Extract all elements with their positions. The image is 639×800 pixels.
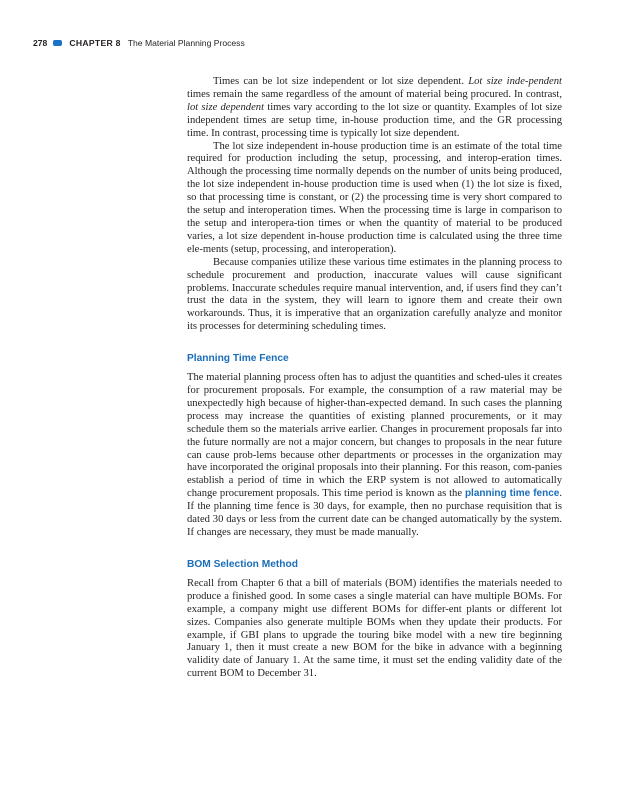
page-body [187, 76, 562, 681]
chapter-label: CHAPTER 8 [69, 38, 121, 48]
text-run: times vary according to the lot size or quantity. Examples of lot size independent times are setup time, in-house production time, and the GR processing time. In contrast, processing time is typically lot size dependent. [187, 101, 563, 139]
page-number: 278 [33, 38, 48, 48]
text-run: times remain the same regardless of the amount of material being procured. In contrast, [187, 88, 562, 100]
section-heading-bom-selection-method: BOM Selection Method [187, 558, 298, 570]
section-heading-planning-time-fence: Planning Time Fence [187, 353, 289, 365]
paragraph-scheduling-accuracy: Because companies utilize these various time estimates in the planning process to schedule procurement and production, inaccurate values will cause significant problems. Inaccurate schedules require manual intervention, and, if users find they can’t trust the data in the system, they will learn to ignore them and create their own workarounds. Thus, it is imperative that an organization carefully analyze and monitor its processes for determining scheduling times. [187, 256, 562, 333]
paragraph-in-house-production-time: The lot size independent in-house production time is an estimate of the total time required for production including the setup, processing, and interop-eration times. Although the processing time normally depends on the number of units being produced, the lot size independent in-house production time is used when (1) the lot size is fixed, so that processing time is constant, or (2) the processing time is very short compared to the setup and interoperation times. When the processing time is large in comparison to the setup and interopera-tion times or when the quantity of material to be produced varies, a lot size dependent in-house production time is calculated using the three time ele-ments (setup, processing, and interoperation). [187, 140, 562, 255]
text-run: The material planning process often has to adjust the quantities and sched-ules it creates for procurement proposals. For example, the consumption of a raw material may be unexpectedly high because of higher-than-expected demand. In such cases the planning process may increase the quantities of existing planned procurements, or it may schedule them so the materials arrive earlier. Changes in procurement proposals far into the future normally are not a major concern, but changes to proposals in the near future can cause prob-lems because other departments or processes in the organization may have incorporated the original proposals into their planning. For this reason, com-panies establish a period of time in which the ERP system is not allowed to automatically change procurement proposals. This time period is known as the [187, 372, 562, 500]
header-bullet-icon [53, 40, 62, 46]
text-run: . If the planning time fence is 30 days, for example, then no purchase requisition that is dated 30 days or less from the current date can be changed automatically by the system. If changes are necessary, they must be made manually. [187, 488, 562, 538]
text-run: Times can be lot size independent or lot size dependent. [213, 76, 469, 87]
key-term-planning-time-fence: planning time fence [464, 488, 560, 500]
emphasis-lot-size-dependent: lot size dependent [187, 101, 265, 113]
paragraph-bom-selection: Recall from Chapter 6 that a bill of materials (BOM) identifies the materials needed to produce a finished good. In some cases a single material can have multiple BOMs. For example, a company might use different BOMs for differ-ent plants or different lot sizes. Companies also generate multiple BOMs when they update their products. For example, if GBI plans to upgrade the touring bike model with a new tire beginning January 1, then it must create a new BOM for the bike in advance with a beginning validity date of January 1. At the same time, it must set the ending validity date of the current BOM to December 31. [187, 577, 562, 680]
running-header [33, 38, 245, 48]
paragraph-planning-time-fence [187, 372, 562, 540]
emphasis-lot-size-independent: Lot size inde-pendent [468, 76, 562, 87]
paragraph-lot-size-times [187, 76, 562, 141]
chapter-title: The Material Planning Process [127, 38, 245, 48]
